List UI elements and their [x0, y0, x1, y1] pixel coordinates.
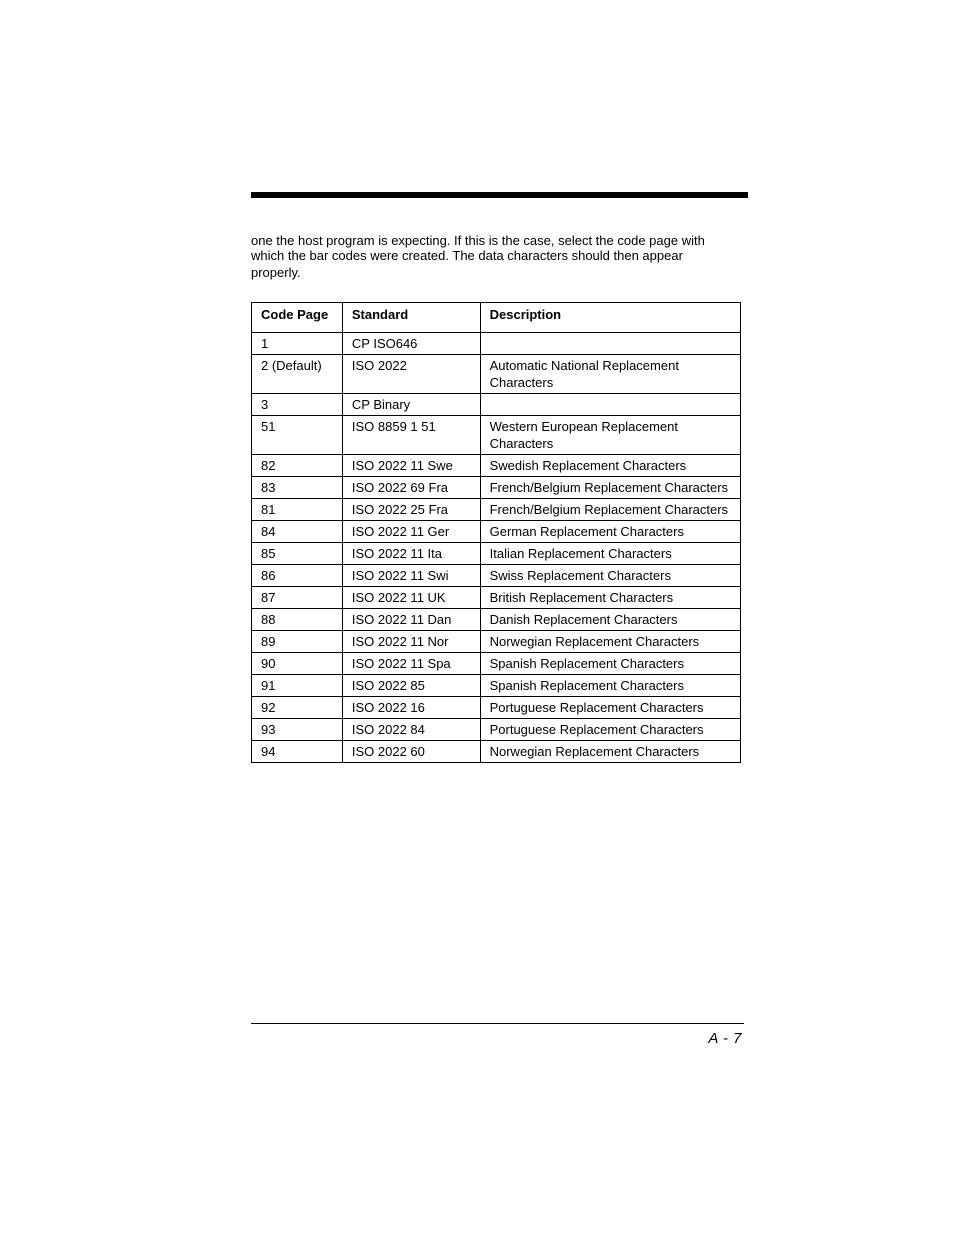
code-page-cell: 93: [252, 719, 343, 741]
code-page-cell: 87: [252, 587, 343, 609]
standard-cell: ISO 2022 60: [342, 741, 480, 763]
standard-cell: ISO 2022 11 Spa: [342, 653, 480, 675]
description-cell: French/Belgium Replacement Characters: [480, 499, 740, 521]
standard-cell: ISO 8859 1 51: [342, 416, 480, 455]
code-page-cell: 84: [252, 521, 343, 543]
standard-cell: CP ISO646: [342, 333, 480, 355]
table-row: [252, 521, 741, 543]
column-header-code-page: Code Page: [252, 303, 343, 333]
table-header-row: [252, 303, 741, 333]
description-cell: Spanish Replacement Characters: [480, 653, 740, 675]
table-row: [252, 609, 741, 631]
page-number: A - 7: [708, 1030, 742, 1047]
description-cell: Western European Replacement Characters: [480, 416, 740, 455]
standard-cell: ISO 2022 11 Nor: [342, 631, 480, 653]
table-row: [252, 333, 741, 355]
description-cell: Automatic National Replacement Characters: [480, 355, 740, 394]
standard-cell: ISO 2022 16: [342, 697, 480, 719]
standard-cell: ISO 2022 11 Dan: [342, 609, 480, 631]
table-row: [252, 697, 741, 719]
description-cell: British Replacement Characters: [480, 587, 740, 609]
description-cell: [480, 394, 740, 416]
code-page-table: [251, 302, 741, 763]
table-row: [252, 455, 741, 477]
code-page-cell: 91: [252, 675, 343, 697]
standard-cell: ISO 2022: [342, 355, 480, 394]
description-cell: Portuguese Replacement Characters: [480, 719, 740, 741]
standard-cell: ISO 2022 25 Fra: [342, 499, 480, 521]
code-page-cell: 94: [252, 741, 343, 763]
table-row: [252, 355, 741, 394]
intro-line-2: which the bar codes were created. The data characters should then appear: [251, 248, 683, 263]
description-cell: Norwegian Replacement Characters: [480, 631, 740, 653]
code-page-cell: 2 (Default): [252, 355, 343, 394]
column-header-standard: Standard: [342, 303, 480, 333]
intro-paragraph: [251, 233, 746, 280]
table-row: [252, 394, 741, 416]
code-page-cell: 83: [252, 477, 343, 499]
footer-rule: [251, 1023, 744, 1024]
code-page-cell: 51: [252, 416, 343, 455]
table-row: [252, 565, 741, 587]
column-header-description: Description: [480, 303, 740, 333]
code-page-cell: 1: [252, 333, 343, 355]
standard-cell: ISO 2022 11 Ger: [342, 521, 480, 543]
code-page-cell: 90: [252, 653, 343, 675]
description-cell: [480, 333, 740, 355]
description-cell: Danish Replacement Characters: [480, 609, 740, 631]
description-cell: Spanish Replacement Characters: [480, 675, 740, 697]
description-cell: Norwegian Replacement Characters: [480, 741, 740, 763]
description-cell: German Replacement Characters: [480, 521, 740, 543]
table-row: [252, 653, 741, 675]
code-page-cell: 86: [252, 565, 343, 587]
table-row: [252, 477, 741, 499]
standard-cell: ISO 2022 11 Swi: [342, 565, 480, 587]
table-row: [252, 719, 741, 741]
intro-line-1: one the host program is expecting. If this is the case, select the code page with: [251, 233, 705, 248]
description-cell: Portuguese Replacement Characters: [480, 697, 740, 719]
code-page-cell: 82: [252, 455, 343, 477]
intro-line-3: properly.: [251, 265, 301, 280]
standard-cell: ISO 2022 11 Ita: [342, 543, 480, 565]
standard-cell: ISO 2022 11 UK: [342, 587, 480, 609]
table-row: [252, 587, 741, 609]
standard-cell: ISO 2022 69 Fra: [342, 477, 480, 499]
code-page-cell: 89: [252, 631, 343, 653]
header-rule: [251, 192, 748, 198]
description-cell: Italian Replacement Characters: [480, 543, 740, 565]
standard-cell: ISO 2022 11 Swe: [342, 455, 480, 477]
standard-cell: ISO 2022 84: [342, 719, 480, 741]
code-page-cell: 3: [252, 394, 343, 416]
code-page-cell: 88: [252, 609, 343, 631]
description-cell: French/Belgium Replacement Characters: [480, 477, 740, 499]
description-cell: Swiss Replacement Characters: [480, 565, 740, 587]
description-cell: Swedish Replacement Characters: [480, 455, 740, 477]
table-row: [252, 543, 741, 565]
table-row: [252, 675, 741, 697]
table-row: [252, 416, 741, 455]
table-row: [252, 631, 741, 653]
code-page-cell: 92: [252, 697, 343, 719]
standard-cell: CP Binary: [342, 394, 480, 416]
table-row: [252, 741, 741, 763]
table-row: [252, 499, 741, 521]
code-page-cell: 85: [252, 543, 343, 565]
standard-cell: ISO 2022 85: [342, 675, 480, 697]
code-page-cell: 81: [252, 499, 343, 521]
